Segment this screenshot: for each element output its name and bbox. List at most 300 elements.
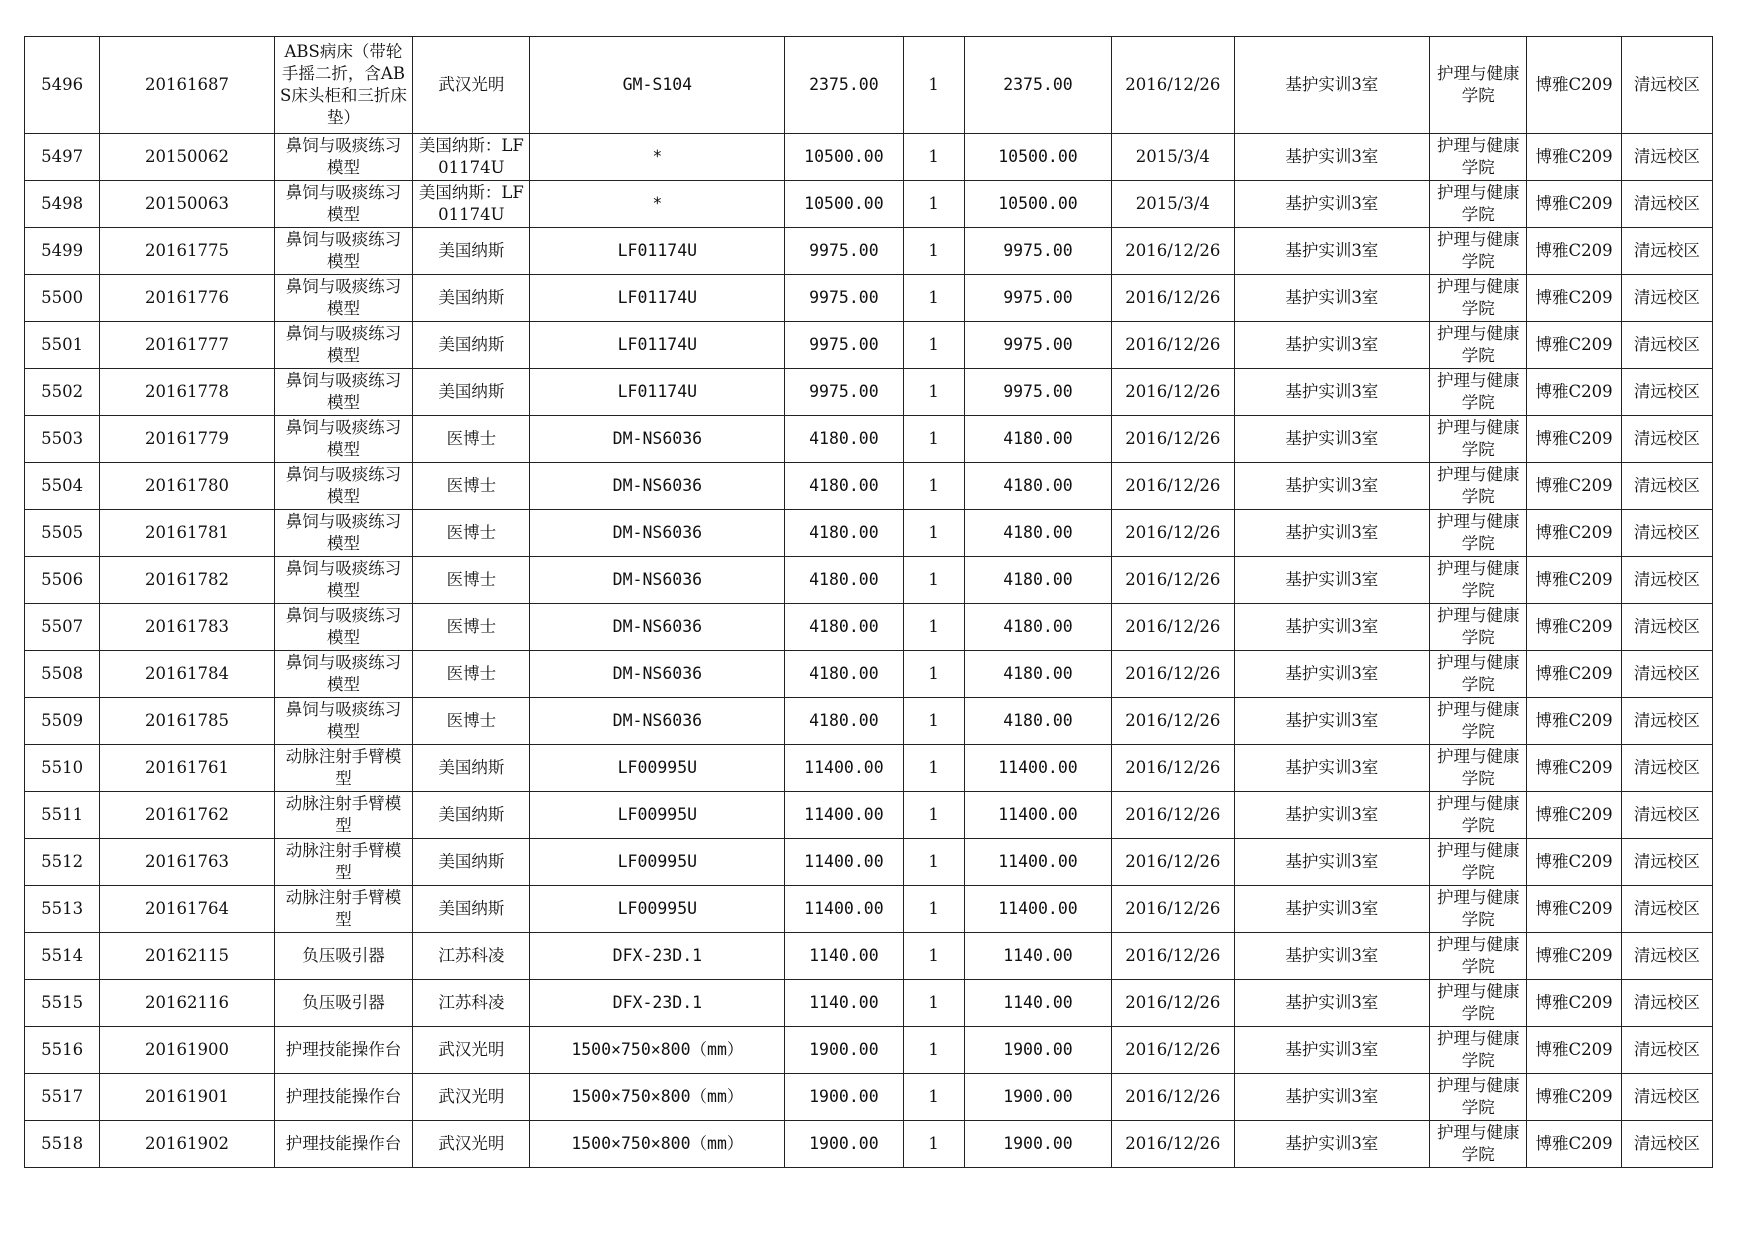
location-cell: 博雅C209 xyxy=(1527,604,1621,651)
purchase-date-cell: 2016/12/26 xyxy=(1112,1121,1234,1168)
asset-id-cell: 20150063 xyxy=(100,181,275,228)
table-row xyxy=(25,134,1713,181)
asset-id-cell: 20162116 xyxy=(100,980,275,1027)
room-cell: 基护实训3室 xyxy=(1234,37,1430,134)
campus-cell: 清远校区 xyxy=(1621,557,1712,604)
purchase-date-cell: 2015/3/4 xyxy=(1112,134,1234,181)
brand-cell: 武汉光明 xyxy=(413,1121,530,1168)
location-cell: 博雅C209 xyxy=(1527,980,1621,1027)
purchase-date-cell: 2016/12/26 xyxy=(1112,745,1234,792)
row-number-cell: 5518 xyxy=(25,1121,100,1168)
quantity-cell: 1 xyxy=(903,1074,964,1121)
department-cell: 护理与健康学院 xyxy=(1430,510,1527,557)
total-price-cell: 9975.00 xyxy=(964,275,1111,322)
unit-price-cell: 11400.00 xyxy=(785,792,903,839)
brand-cell: 美国纳斯 xyxy=(413,322,530,369)
model-cell: DM-NS6036 xyxy=(530,698,785,745)
brand-cell: 武汉光明 xyxy=(413,1074,530,1121)
model-cell: LF00995U xyxy=(530,792,785,839)
total-price-cell: 1140.00 xyxy=(964,980,1111,1027)
total-price-cell: 11400.00 xyxy=(964,792,1111,839)
unit-price-cell: 9975.00 xyxy=(785,369,903,416)
purchase-date-cell: 2016/12/26 xyxy=(1112,369,1234,416)
table-row xyxy=(25,416,1713,463)
asset-name-cell: 鼻饲与吸痰练习模型 xyxy=(274,322,412,369)
unit-price-cell: 1900.00 xyxy=(785,1121,903,1168)
unit-price-cell: 1900.00 xyxy=(785,1027,903,1074)
quantity-cell: 1 xyxy=(903,181,964,228)
row-number-cell: 5502 xyxy=(25,369,100,416)
asset-id-cell: 20161900 xyxy=(100,1027,275,1074)
room-cell: 基护实训3室 xyxy=(1234,698,1430,745)
room-cell: 基护实训3室 xyxy=(1234,604,1430,651)
brand-cell: 美国纳斯 xyxy=(413,228,530,275)
department-cell: 护理与健康学院 xyxy=(1430,463,1527,510)
asset-id-cell: 20161780 xyxy=(100,463,275,510)
purchase-date-cell: 2015/3/4 xyxy=(1112,181,1234,228)
model-cell: 1500×750×800（mm） xyxy=(530,1074,785,1121)
total-price-cell: 11400.00 xyxy=(964,886,1111,933)
brand-cell: 美国纳斯 xyxy=(413,745,530,792)
campus-cell: 清远校区 xyxy=(1621,745,1712,792)
total-price-cell: 1900.00 xyxy=(964,1074,1111,1121)
table-row xyxy=(25,933,1713,980)
total-price-cell: 9975.00 xyxy=(964,322,1111,369)
row-number-cell: 5517 xyxy=(25,1074,100,1121)
purchase-date-cell: 2016/12/26 xyxy=(1112,1074,1234,1121)
campus-cell: 清远校区 xyxy=(1621,1074,1712,1121)
model-cell: DFX-23D.1 xyxy=(530,933,785,980)
brand-cell: 医博士 xyxy=(413,557,530,604)
campus-cell: 清远校区 xyxy=(1621,134,1712,181)
model-cell: * xyxy=(530,134,785,181)
total-price-cell: 4180.00 xyxy=(964,416,1111,463)
asset-id-cell: 20161764 xyxy=(100,886,275,933)
model-cell: GM-S104 xyxy=(530,37,785,134)
total-price-cell: 1900.00 xyxy=(964,1027,1111,1074)
asset-id-cell: 20161779 xyxy=(100,416,275,463)
asset-name-cell: 鼻饲与吸痰练习模型 xyxy=(274,604,412,651)
quantity-cell: 1 xyxy=(903,604,964,651)
department-cell: 护理与健康学院 xyxy=(1430,181,1527,228)
room-cell: 基护实训3室 xyxy=(1234,322,1430,369)
quantity-cell: 1 xyxy=(903,228,964,275)
brand-cell: 美国纳斯 xyxy=(413,275,530,322)
campus-cell: 清远校区 xyxy=(1621,980,1712,1027)
brand-cell: 医博士 xyxy=(413,510,530,557)
model-cell: DM-NS6036 xyxy=(530,557,785,604)
row-number-cell: 5508 xyxy=(25,651,100,698)
campus-cell: 清远校区 xyxy=(1621,698,1712,745)
asset-name-cell: 鼻饲与吸痰练习模型 xyxy=(274,369,412,416)
brand-cell: 美国纳斯 xyxy=(413,792,530,839)
row-number-cell: 5506 xyxy=(25,557,100,604)
campus-cell: 清远校区 xyxy=(1621,322,1712,369)
campus-cell: 清远校区 xyxy=(1621,604,1712,651)
total-price-cell: 2375.00 xyxy=(964,37,1111,134)
location-cell: 博雅C209 xyxy=(1527,839,1621,886)
location-cell: 博雅C209 xyxy=(1527,228,1621,275)
row-number-cell: 5514 xyxy=(25,933,100,980)
total-price-cell: 10500.00 xyxy=(964,134,1111,181)
department-cell: 护理与健康学院 xyxy=(1430,604,1527,651)
table-row xyxy=(25,792,1713,839)
table-row xyxy=(25,651,1713,698)
total-price-cell: 4180.00 xyxy=(964,510,1111,557)
department-cell: 护理与健康学院 xyxy=(1430,37,1527,134)
location-cell: 博雅C209 xyxy=(1527,134,1621,181)
asset-name-cell: 鼻饲与吸痰练习模型 xyxy=(274,510,412,557)
table-row xyxy=(25,37,1713,134)
quantity-cell: 1 xyxy=(903,1121,964,1168)
brand-cell: 医博士 xyxy=(413,604,530,651)
location-cell: 博雅C209 xyxy=(1527,1027,1621,1074)
location-cell: 博雅C209 xyxy=(1527,37,1621,134)
location-cell: 博雅C209 xyxy=(1527,510,1621,557)
model-cell: 1500×750×800（mm） xyxy=(530,1027,785,1074)
table-row xyxy=(25,886,1713,933)
asset-name-cell: 鼻饲与吸痰练习模型 xyxy=(274,463,412,510)
quantity-cell: 1 xyxy=(903,745,964,792)
quantity-cell: 1 xyxy=(903,933,964,980)
unit-price-cell: 1900.00 xyxy=(785,1074,903,1121)
total-price-cell: 11400.00 xyxy=(964,745,1111,792)
department-cell: 护理与健康学院 xyxy=(1430,134,1527,181)
campus-cell: 清远校区 xyxy=(1621,463,1712,510)
campus-cell: 清远校区 xyxy=(1621,886,1712,933)
unit-price-cell: 1140.00 xyxy=(785,933,903,980)
model-cell: LF01174U xyxy=(530,322,785,369)
row-number-cell: 5500 xyxy=(25,275,100,322)
room-cell: 基护实训3室 xyxy=(1234,980,1430,1027)
quantity-cell: 1 xyxy=(903,369,964,416)
location-cell: 博雅C209 xyxy=(1527,1121,1621,1168)
row-number-cell: 5515 xyxy=(25,980,100,1027)
brand-cell: 医博士 xyxy=(413,416,530,463)
total-price-cell: 4180.00 xyxy=(964,651,1111,698)
department-cell: 护理与健康学院 xyxy=(1430,1121,1527,1168)
location-cell: 博雅C209 xyxy=(1527,698,1621,745)
row-number-cell: 5516 xyxy=(25,1027,100,1074)
purchase-date-cell: 2016/12/26 xyxy=(1112,416,1234,463)
row-number-cell: 5510 xyxy=(25,745,100,792)
model-cell: * xyxy=(530,181,785,228)
campus-cell: 清远校区 xyxy=(1621,839,1712,886)
table-row xyxy=(25,275,1713,322)
room-cell: 基护实训3室 xyxy=(1234,416,1430,463)
table-row xyxy=(25,839,1713,886)
department-cell: 护理与健康学院 xyxy=(1430,275,1527,322)
table-row xyxy=(25,322,1713,369)
model-cell: DFX-23D.1 xyxy=(530,980,785,1027)
purchase-date-cell: 2016/12/26 xyxy=(1112,557,1234,604)
asset-id-cell: 20161902 xyxy=(100,1121,275,1168)
department-cell: 护理与健康学院 xyxy=(1430,1027,1527,1074)
model-cell: 1500×750×800（mm） xyxy=(530,1121,785,1168)
model-cell: DM-NS6036 xyxy=(530,604,785,651)
asset-name-cell: 鼻饲与吸痰练习模型 xyxy=(274,228,412,275)
asset-id-cell: 20161782 xyxy=(100,557,275,604)
brand-cell: 医博士 xyxy=(413,463,530,510)
campus-cell: 清远校区 xyxy=(1621,510,1712,557)
purchase-date-cell: 2016/12/26 xyxy=(1112,463,1234,510)
unit-price-cell: 10500.00 xyxy=(785,134,903,181)
row-number-cell: 5512 xyxy=(25,839,100,886)
location-cell: 博雅C209 xyxy=(1527,181,1621,228)
asset-name-cell: 鼻饲与吸痰练习模型 xyxy=(274,275,412,322)
total-price-cell: 10500.00 xyxy=(964,181,1111,228)
unit-price-cell: 11400.00 xyxy=(785,839,903,886)
asset-id-cell: 20161781 xyxy=(100,510,275,557)
room-cell: 基护实训3室 xyxy=(1234,1027,1430,1074)
unit-price-cell: 4180.00 xyxy=(785,651,903,698)
model-cell: LF00995U xyxy=(530,839,785,886)
campus-cell: 清远校区 xyxy=(1621,228,1712,275)
asset-name-cell: 负压吸引器 xyxy=(274,980,412,1027)
brand-cell: 美国纳斯 xyxy=(413,839,530,886)
row-number-cell: 5509 xyxy=(25,698,100,745)
asset-id-cell: 20161776 xyxy=(100,275,275,322)
asset-name-cell: 鼻饲与吸痰练习模型 xyxy=(274,181,412,228)
purchase-date-cell: 2016/12/26 xyxy=(1112,275,1234,322)
asset-name-cell: 鼻饲与吸痰练习模型 xyxy=(274,698,412,745)
row-number-cell: 5503 xyxy=(25,416,100,463)
table-row xyxy=(25,510,1713,557)
unit-price-cell: 4180.00 xyxy=(785,698,903,745)
department-cell: 护理与健康学院 xyxy=(1430,792,1527,839)
campus-cell: 清远校区 xyxy=(1621,37,1712,134)
location-cell: 博雅C209 xyxy=(1527,933,1621,980)
purchase-date-cell: 2016/12/26 xyxy=(1112,792,1234,839)
table-row xyxy=(25,557,1713,604)
model-cell: DM-NS6036 xyxy=(530,510,785,557)
unit-price-cell: 1140.00 xyxy=(785,980,903,1027)
total-price-cell: 4180.00 xyxy=(964,557,1111,604)
department-cell: 护理与健康学院 xyxy=(1430,886,1527,933)
department-cell: 护理与健康学院 xyxy=(1430,369,1527,416)
room-cell: 基护实训3室 xyxy=(1234,933,1430,980)
model-cell: DM-NS6036 xyxy=(530,651,785,698)
total-price-cell: 9975.00 xyxy=(964,369,1111,416)
brand-cell: 武汉光明 xyxy=(413,1027,530,1074)
row-number-cell: 5498 xyxy=(25,181,100,228)
model-cell: LF01174U xyxy=(530,369,785,416)
department-cell: 护理与健康学院 xyxy=(1430,322,1527,369)
asset-id-cell: 20161778 xyxy=(100,369,275,416)
department-cell: 护理与健康学院 xyxy=(1430,839,1527,886)
model-cell: DM-NS6036 xyxy=(530,416,785,463)
room-cell: 基护实训3室 xyxy=(1234,510,1430,557)
room-cell: 基护实训3室 xyxy=(1234,792,1430,839)
room-cell: 基护实训3室 xyxy=(1234,181,1430,228)
purchase-date-cell: 2016/12/26 xyxy=(1112,886,1234,933)
room-cell: 基护实训3室 xyxy=(1234,839,1430,886)
brand-cell: 江苏科凌 xyxy=(413,933,530,980)
brand-cell: 医博士 xyxy=(413,698,530,745)
room-cell: 基护实训3室 xyxy=(1234,463,1430,510)
purchase-date-cell: 2016/12/26 xyxy=(1112,1027,1234,1074)
quantity-cell: 1 xyxy=(903,698,964,745)
unit-price-cell: 11400.00 xyxy=(785,745,903,792)
campus-cell: 清远校区 xyxy=(1621,369,1712,416)
quantity-cell: 1 xyxy=(903,463,964,510)
location-cell: 博雅C209 xyxy=(1527,1074,1621,1121)
row-number-cell: 5497 xyxy=(25,134,100,181)
purchase-date-cell: 2016/12/26 xyxy=(1112,228,1234,275)
brand-cell: 江苏科凌 xyxy=(413,980,530,1027)
brand-cell: 美国纳斯 xyxy=(413,369,530,416)
asset-name-cell: 鼻饲与吸痰练习模型 xyxy=(274,416,412,463)
asset-name-cell: 护理技能操作台 xyxy=(274,1121,412,1168)
asset-id-cell: 20150062 xyxy=(100,134,275,181)
location-cell: 博雅C209 xyxy=(1527,651,1621,698)
asset-name-cell: 鼻饲与吸痰练习模型 xyxy=(274,651,412,698)
asset-name-cell: 动脉注射手臂模型 xyxy=(274,745,412,792)
table-row xyxy=(25,698,1713,745)
model-cell: LF01174U xyxy=(530,275,785,322)
quantity-cell: 1 xyxy=(903,792,964,839)
quantity-cell: 1 xyxy=(903,651,964,698)
unit-price-cell: 10500.00 xyxy=(785,181,903,228)
location-cell: 博雅C209 xyxy=(1527,792,1621,839)
total-price-cell: 1140.00 xyxy=(964,933,1111,980)
table-row xyxy=(25,463,1713,510)
total-price-cell: 4180.00 xyxy=(964,604,1111,651)
quantity-cell: 1 xyxy=(903,275,964,322)
quantity-cell: 1 xyxy=(903,1027,964,1074)
quantity-cell: 1 xyxy=(903,886,964,933)
purchase-date-cell: 2016/12/26 xyxy=(1112,322,1234,369)
campus-cell: 清远校区 xyxy=(1621,792,1712,839)
asset-id-cell: 20161783 xyxy=(100,604,275,651)
model-cell: DM-NS6036 xyxy=(530,463,785,510)
asset-name-cell: 护理技能操作台 xyxy=(274,1074,412,1121)
brand-cell: 美国纳斯：LF01174U xyxy=(413,134,530,181)
unit-price-cell: 2375.00 xyxy=(785,37,903,134)
asset-id-cell: 20161762 xyxy=(100,792,275,839)
department-cell: 护理与健康学院 xyxy=(1430,651,1527,698)
total-price-cell: 1900.00 xyxy=(964,1121,1111,1168)
unit-price-cell: 4180.00 xyxy=(785,463,903,510)
table-row xyxy=(25,604,1713,651)
department-cell: 护理与健康学院 xyxy=(1430,933,1527,980)
row-number-cell: 5507 xyxy=(25,604,100,651)
room-cell: 基护实训3室 xyxy=(1234,557,1430,604)
total-price-cell: 11400.00 xyxy=(964,839,1111,886)
table-row xyxy=(25,1027,1713,1074)
purchase-date-cell: 2016/12/26 xyxy=(1112,604,1234,651)
row-number-cell: 5501 xyxy=(25,322,100,369)
unit-price-cell: 11400.00 xyxy=(785,886,903,933)
brand-cell: 医博士 xyxy=(413,651,530,698)
total-price-cell: 4180.00 xyxy=(964,698,1111,745)
purchase-date-cell: 2016/12/26 xyxy=(1112,933,1234,980)
campus-cell: 清远校区 xyxy=(1621,416,1712,463)
purchase-date-cell: 2016/12/26 xyxy=(1112,510,1234,557)
asset-id-cell: 20161687 xyxy=(100,37,275,134)
total-price-cell: 9975.00 xyxy=(964,228,1111,275)
row-number-cell: 5505 xyxy=(25,510,100,557)
asset-name-cell: 动脉注射手臂模型 xyxy=(274,886,412,933)
campus-cell: 清远校区 xyxy=(1621,1121,1712,1168)
asset-name-cell: ABS病床（带轮手摇二折，含ABS床头柜和三折床垫） xyxy=(274,37,412,134)
unit-price-cell: 9975.00 xyxy=(785,275,903,322)
department-cell: 护理与健康学院 xyxy=(1430,1074,1527,1121)
location-cell: 博雅C209 xyxy=(1527,275,1621,322)
room-cell: 基护实训3室 xyxy=(1234,134,1430,181)
quantity-cell: 1 xyxy=(903,839,964,886)
model-cell: LF00995U xyxy=(530,745,785,792)
table-row xyxy=(25,980,1713,1027)
table-row xyxy=(25,1074,1713,1121)
row-number-cell: 5511 xyxy=(25,792,100,839)
brand-cell: 美国纳斯：LF01174U xyxy=(413,181,530,228)
location-cell: 博雅C209 xyxy=(1527,369,1621,416)
room-cell: 基护实训3室 xyxy=(1234,886,1430,933)
purchase-date-cell: 2016/12/26 xyxy=(1112,37,1234,134)
table-row xyxy=(25,369,1713,416)
asset-id-cell: 20161777 xyxy=(100,322,275,369)
unit-price-cell: 4180.00 xyxy=(785,557,903,604)
table-row xyxy=(25,228,1713,275)
room-cell: 基护实训3室 xyxy=(1234,745,1430,792)
asset-name-cell: 护理技能操作台 xyxy=(274,1027,412,1074)
asset-name-cell: 负压吸引器 xyxy=(274,933,412,980)
asset-id-cell: 20161784 xyxy=(100,651,275,698)
campus-cell: 清远校区 xyxy=(1621,1027,1712,1074)
unit-price-cell: 4180.00 xyxy=(785,510,903,557)
department-cell: 护理与健康学院 xyxy=(1430,698,1527,745)
room-cell: 基护实训3室 xyxy=(1234,651,1430,698)
campus-cell: 清远校区 xyxy=(1621,933,1712,980)
purchase-date-cell: 2016/12/26 xyxy=(1112,839,1234,886)
quantity-cell: 1 xyxy=(903,322,964,369)
asset-id-cell: 20161901 xyxy=(100,1074,275,1121)
model-cell: LF00995U xyxy=(530,886,785,933)
asset-name-cell: 动脉注射手臂模型 xyxy=(274,792,412,839)
room-cell: 基护实训3室 xyxy=(1234,228,1430,275)
unit-price-cell: 4180.00 xyxy=(785,604,903,651)
total-price-cell: 4180.00 xyxy=(964,463,1111,510)
row-number-cell: 5499 xyxy=(25,228,100,275)
purchase-date-cell: 2016/12/26 xyxy=(1112,980,1234,1027)
department-cell: 护理与健康学院 xyxy=(1430,228,1527,275)
row-number-cell: 5496 xyxy=(25,37,100,134)
location-cell: 博雅C209 xyxy=(1527,886,1621,933)
quantity-cell: 1 xyxy=(903,510,964,557)
purchase-date-cell: 2016/12/26 xyxy=(1112,698,1234,745)
location-cell: 博雅C209 xyxy=(1527,463,1621,510)
location-cell: 博雅C209 xyxy=(1527,322,1621,369)
table-row xyxy=(25,1121,1713,1168)
unit-price-cell: 4180.00 xyxy=(785,416,903,463)
quantity-cell: 1 xyxy=(903,37,964,134)
campus-cell: 清远校区 xyxy=(1621,651,1712,698)
unit-price-cell: 9975.00 xyxy=(785,322,903,369)
room-cell: 基护实训3室 xyxy=(1234,275,1430,322)
quantity-cell: 1 xyxy=(903,134,964,181)
table-row xyxy=(25,181,1713,228)
row-number-cell: 5513 xyxy=(25,886,100,933)
unit-price-cell: 9975.00 xyxy=(785,228,903,275)
asset-name-cell: 动脉注射手臂模型 xyxy=(274,839,412,886)
location-cell: 博雅C209 xyxy=(1527,557,1621,604)
quantity-cell: 1 xyxy=(903,416,964,463)
model-cell: LF01174U xyxy=(530,228,785,275)
campus-cell: 清远校区 xyxy=(1621,181,1712,228)
purchase-date-cell: 2016/12/26 xyxy=(1112,651,1234,698)
department-cell: 护理与健康学院 xyxy=(1430,416,1527,463)
